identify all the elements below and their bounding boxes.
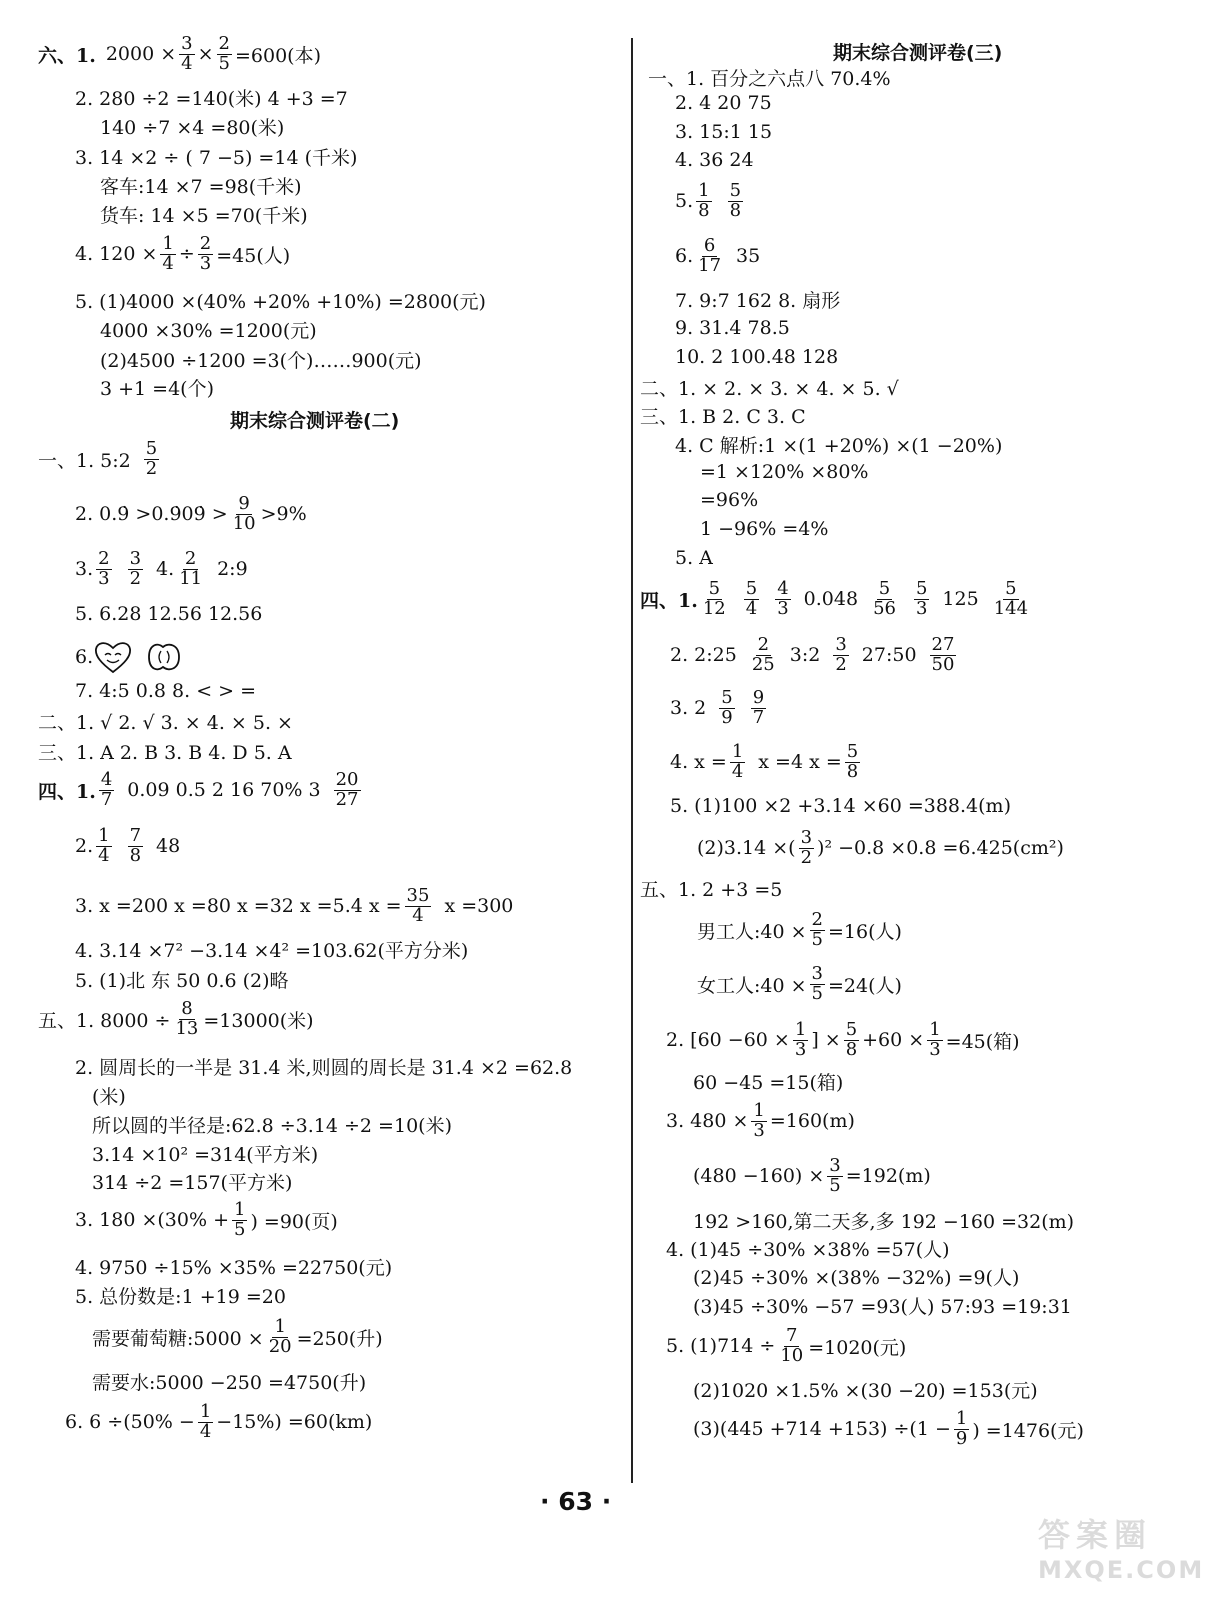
expr: ÷: [178, 243, 195, 265]
answer-line: 5. 总份数是:1 +19 =20: [75, 1285, 286, 1308]
expr: 3. 480 ×: [666, 1110, 749, 1132]
answer-line: [675, 179, 746, 221]
answer-line: 3. 14 ×2 ÷ ( 7 −5) =14 (千米): [75, 146, 358, 169]
expr: 35: [736, 245, 761, 267]
fraction: [927, 1018, 942, 1060]
fraction: [914, 577, 929, 619]
rotated-heart-icon: [143, 639, 183, 675]
expr: x =300: [444, 895, 514, 917]
fraction: [827, 1154, 842, 1196]
denominator: 3: [915, 597, 928, 619]
denominator: 5: [811, 928, 823, 950]
answer-line: [670, 633, 959, 675]
expr: 4. 120 ×: [75, 243, 158, 265]
numerator: 1: [731, 740, 744, 762]
expr: )² −0.8 ×0.8 =6.425(cm²): [817, 837, 1064, 859]
expr: 4.: [156, 558, 175, 580]
answer-line: [697, 826, 1064, 868]
answer-line: [666, 1018, 1020, 1060]
expr: =13000(米): [203, 1009, 314, 1032]
fraction: [198, 232, 213, 274]
expr: 2. [60 −60 ×: [666, 1029, 790, 1051]
numerator: 1: [794, 1018, 807, 1040]
fraction: [730, 740, 745, 782]
fraction: [696, 234, 723, 276]
numerator: 3: [829, 1154, 841, 1176]
answer-line: [75, 1198, 338, 1240]
answer-line: [75, 824, 181, 866]
numerator: 1: [98, 824, 110, 846]
fraction: [99, 768, 114, 810]
expr: 2.: [75, 835, 94, 857]
fraction: [177, 547, 204, 589]
numerator: 9: [752, 686, 765, 708]
answer-line: 一、1. 百分之六点八 70.4%: [648, 67, 891, 90]
fraction: [405, 884, 432, 926]
answer-line: 货车: 14 ×5 =70(千米): [100, 204, 308, 227]
answer-line: 2. 4 20 75: [675, 92, 772, 114]
numerator: 2: [199, 232, 212, 254]
numerator: 3: [835, 633, 847, 655]
smiling-heart-icon: [93, 639, 133, 675]
expr: =45(箱): [945, 1030, 1020, 1053]
denominator: 3: [199, 252, 212, 274]
numerator: 1: [162, 232, 174, 254]
answer-line: (2)1020 ×1.5% ×(30 −20) =153(元): [693, 1379, 1038, 1402]
answer-line: [75, 232, 291, 274]
answer-line: [38, 997, 314, 1039]
numerator: 1: [274, 1315, 286, 1337]
column-divider: [631, 38, 633, 1483]
fraction: [728, 179, 743, 221]
answer-line: 1 −96% =4%: [700, 518, 829, 540]
watermark-bottom-text: MXQE.COM: [1038, 1556, 1205, 1584]
expr: ] ×: [811, 1029, 841, 1051]
fraction: [128, 547, 143, 589]
fraction: [810, 962, 825, 1004]
expr: 0.09 0.5 2 16 70% 3: [127, 779, 321, 801]
fraction: [778, 1324, 805, 1366]
expr: 3:2: [789, 644, 821, 666]
answer-line: 5. A: [675, 547, 713, 569]
expr: =160(m): [769, 1110, 855, 1132]
expr: 2000 ×: [105, 43, 177, 65]
fraction: [217, 32, 232, 74]
fraction: [160, 232, 175, 274]
section-title: 期末综合测评卷(二): [230, 410, 400, 432]
numerator: 1: [929, 1018, 941, 1040]
expr: (2)3.14 ×(: [697, 837, 796, 859]
numerator: 3: [181, 32, 193, 54]
answer-line: [670, 740, 863, 782]
expr: 5. (1)714 ÷: [666, 1335, 776, 1357]
answer-line: 10. 2 100.48 128: [675, 346, 839, 368]
denominator: 3: [794, 1038, 807, 1060]
fraction: [992, 577, 1030, 619]
answer-line: 3.14 ×10² =314(平方米): [92, 1143, 319, 1166]
answer-line: 314 ÷2 =157(平方米): [92, 1171, 293, 1194]
numerator: 1: [955, 1407, 968, 1429]
answer-line: 5. (1)北 东 50 0.6 (2)略: [75, 969, 289, 992]
answer-line: 4. 3.14 ×7² −3.14 ×4² =103.62(平方分米): [75, 939, 469, 962]
page-number: · 63 ·: [540, 1487, 612, 1516]
answer-line: (米): [92, 1085, 126, 1108]
expr: 2. 2:25: [670, 644, 737, 666]
numerator: 5: [845, 1018, 858, 1040]
answer-line: 三、1. A 2. B 3. B 4. D 5. A: [38, 741, 292, 764]
answer-line: [666, 1099, 855, 1141]
left-column: [0, 0, 625, 1500]
expr: 3. 2: [670, 697, 707, 719]
numerator: 8: [181, 997, 193, 1019]
expr: 4. x =: [670, 751, 727, 773]
answer-line: 3 +1 =4(个): [100, 377, 215, 400]
answer-line: [697, 962, 902, 1004]
numerator: 3: [129, 547, 142, 569]
answer-line: 2. 圆周长的一半是 31.4 米,则圆的周长是 31.4 ×2 =62.8: [75, 1056, 573, 1079]
denominator: 4: [731, 760, 744, 782]
denominator: 25: [751, 653, 775, 675]
answer-line: [693, 1407, 1084, 1449]
denominator: 13: [175, 1017, 199, 1039]
fraction: [701, 577, 728, 619]
expr: ×: [197, 43, 214, 65]
denominator: 3: [777, 597, 789, 619]
expr: 四、1.: [640, 589, 698, 612]
answer-line: (3)45 ÷30% −57 =93(人) 57:93 =19:31: [693, 1295, 1072, 1318]
answer-line: 2. 280 ÷2 =140(米) 4 +3 =7: [75, 87, 348, 110]
numerator: 6: [703, 234, 716, 256]
answer-line: 3. 15:1 15: [675, 121, 773, 143]
denominator: 8: [729, 199, 742, 221]
answer-line: [65, 1400, 373, 1442]
fraction: [930, 633, 957, 675]
expr: −15%) =60(km): [216, 1411, 373, 1433]
answer-line: 192 >160,第二天多,多 192 −160 =32(m): [693, 1210, 1075, 1233]
answer-line: 9. 31.4 78.5: [675, 317, 790, 339]
answer-line: 5. (1)100 ×2 +3.14 ×60 =388.4(m): [670, 795, 1011, 817]
answer-line: 5. (1)4000 ×(40% +20% +10%) =2800(元): [75, 290, 486, 313]
expr: =250(升): [296, 1327, 383, 1350]
numerator: 20: [335, 768, 359, 790]
numerator: 7: [129, 824, 142, 846]
denominator: 4: [162, 252, 174, 274]
numerator: 5: [145, 437, 158, 459]
answer-line: =1 ×120% ×80%: [700, 461, 869, 483]
numerator: 5: [729, 179, 742, 201]
fraction: [750, 633, 777, 675]
expr: 五、1. 8000 ÷: [38, 1009, 171, 1032]
expr: ) =1476(元): [972, 1419, 1084, 1442]
numerator: 5: [846, 740, 859, 762]
fraction: [144, 437, 159, 479]
denominator: 5: [234, 1218, 246, 1240]
denominator: 9: [955, 1427, 968, 1449]
answer-line: [697, 908, 902, 950]
fraction: [751, 686, 766, 728]
denominator: 8: [129, 844, 142, 866]
expr: >9%: [260, 503, 307, 525]
answer-line: 4. C 解析:1 ×(1 +20%) ×(1 −20%): [675, 434, 1003, 457]
numerator: 35: [406, 884, 430, 906]
numerator: 2: [757, 633, 770, 655]
section-title: 期末综合测评卷(三): [833, 42, 1003, 64]
denominator: 2: [800, 846, 813, 868]
denominator: 56: [873, 597, 896, 619]
denominator: 27: [335, 788, 359, 810]
numerator: 3: [811, 962, 823, 984]
numerator: 1: [234, 1198, 246, 1220]
numerator: 1: [753, 1099, 765, 1121]
answer-line: [670, 686, 769, 728]
denominator: 3: [98, 567, 110, 589]
numerator: 2: [218, 32, 230, 54]
denominator: 7: [752, 706, 765, 728]
expr: =192(m): [845, 1165, 931, 1187]
denominator: 20: [268, 1335, 292, 1357]
denominator: 17: [698, 254, 722, 276]
answer-line: [75, 492, 307, 534]
denominator: 3: [753, 1119, 765, 1141]
denominator: 2: [145, 457, 158, 479]
answer-line: 7. 9:7 162 8. 扇形: [675, 289, 841, 312]
fraction: [799, 826, 814, 868]
fraction: [810, 908, 825, 950]
numerator: 2: [184, 547, 197, 569]
right-column: [640, 0, 1225, 1500]
section-label: 六、1.: [38, 44, 96, 67]
numerator: 5: [878, 577, 891, 599]
expr: =45(人): [216, 244, 291, 267]
fraction: [198, 1400, 213, 1442]
expr: 125: [942, 588, 979, 610]
answer-line: 客车:14 ×7 =98(千米): [100, 175, 302, 198]
numerator: 5: [915, 577, 928, 599]
denominator: 4: [98, 844, 110, 866]
answer-line: 所以圆的半径是:62.8 ÷3.14 ÷2 =10(米): [92, 1114, 452, 1137]
denominator: 50: [931, 653, 955, 675]
expr: 3. x =200 x =80 x =32 x =5.4 x =: [75, 895, 402, 917]
answer-line: 三、1. B 2. C 3. C: [640, 405, 806, 428]
denominator: 4: [199, 1420, 212, 1442]
denominator: 7: [100, 788, 113, 810]
expr: 3. 180 ×(30% +: [75, 1209, 229, 1231]
denominator: 3: [929, 1038, 941, 1060]
denominator: 8: [846, 760, 859, 782]
fraction: [954, 1407, 969, 1449]
watermark-top-text: 答案圈: [1038, 1516, 1153, 1554]
answer-line: 二、1. × 2. × 3. × 4. × 5. √: [640, 377, 899, 400]
answer-line: 7. 4:5 0.8 8. < > =: [75, 680, 257, 702]
expr: ) =90(页): [250, 1210, 338, 1233]
expr: (3)(445 +714 +153) ÷(1 −: [693, 1418, 951, 1440]
numerator: 5: [1005, 577, 1017, 599]
denominator: 4: [412, 904, 424, 926]
denominator: 12: [702, 597, 726, 619]
answer-line: =96%: [700, 489, 759, 511]
fraction: [128, 824, 143, 866]
expr: 四、1.: [38, 780, 96, 803]
expr: 2:9: [217, 558, 248, 580]
expr: (480 −160) ×: [693, 1165, 825, 1187]
expr: 6.: [675, 245, 694, 267]
answer-line: 4000 ×30% =1200(元): [100, 319, 317, 342]
denominator: 4: [745, 597, 758, 619]
numerator: 7: [786, 1324, 798, 1346]
answer-line: 五、1. 2 +3 =5: [640, 878, 783, 901]
expr: x =4 x =: [758, 751, 842, 773]
fraction: [775, 577, 790, 619]
denominator: 144: [993, 597, 1029, 619]
answer-line: (2)4500 ÷1200 =3(个)……900(元): [100, 349, 422, 372]
answer-line: [92, 1315, 383, 1357]
answer-line: 5. 6.28 12.56 12.56: [75, 603, 263, 625]
watermark-logo: [1038, 1510, 1208, 1592]
expr: 3.: [75, 558, 94, 580]
answer-line: 60 −45 =15(箱): [693, 1071, 844, 1094]
answer-line: 4. 36 24: [675, 149, 754, 171]
numerator: 27: [931, 633, 955, 655]
expr: 女工人:40 ×: [697, 974, 807, 997]
fraction: [267, 1315, 294, 1357]
answer-line: [675, 234, 761, 276]
fraction: [96, 547, 111, 589]
answer-line: [38, 437, 162, 479]
denominator: 5: [811, 982, 823, 1004]
fraction: [744, 577, 759, 619]
expr: =1020(元): [808, 1336, 907, 1359]
answer-line: [38, 32, 322, 74]
expr: =600(本): [235, 44, 322, 67]
denominator: 8: [698, 199, 710, 221]
denominator: 11: [179, 567, 203, 589]
numerator: 1: [199, 1400, 212, 1422]
denominator: 10: [780, 1344, 804, 1366]
numerator: 9: [238, 492, 250, 514]
fraction: [232, 1198, 247, 1240]
numerator: 5: [721, 686, 733, 708]
expr: 6.: [75, 646, 94, 668]
expr: 27:50: [861, 644, 917, 666]
expr: 5.: [675, 190, 694, 212]
denominator: 2: [835, 653, 847, 675]
expr: =24(人): [828, 974, 902, 997]
numerator: 4: [777, 577, 789, 599]
denominator: 4: [181, 52, 193, 74]
answer-line: [38, 768, 364, 810]
expr: 0.048: [803, 588, 859, 610]
answer-line: (2)45 ÷30% ×(38% −32%) =9(人): [693, 1266, 1020, 1289]
answer-line: 4. (1)45 ÷30% ×38% =57(人): [666, 1238, 950, 1261]
fraction: [96, 824, 111, 866]
expr: +60 ×: [862, 1029, 925, 1051]
numerator: 2: [811, 908, 823, 930]
denominator: 5: [829, 1174, 841, 1196]
expr: 48: [156, 835, 181, 857]
fraction: [793, 1018, 808, 1060]
answer-line: [640, 577, 1033, 619]
expr: =16(人): [828, 920, 902, 943]
numerator: 5: [708, 577, 721, 599]
fraction: [696, 179, 711, 221]
expr: 需要葡萄糖:5000 ×: [92, 1327, 264, 1350]
answer-line: 4. 9750 ÷15% ×35% =22750(元): [75, 1256, 393, 1279]
answer-line: 140 ÷7 ×4 =80(米): [100, 116, 285, 139]
fraction: [231, 492, 258, 534]
denominator: 8: [845, 1038, 858, 1060]
fraction: [833, 633, 848, 675]
fraction: [719, 686, 734, 728]
denominator: 9: [721, 706, 733, 728]
fraction: [173, 997, 200, 1039]
answer-line: 需要水:5000 −250 =4750(升): [92, 1371, 367, 1394]
expr: 男工人:40 ×: [697, 920, 807, 943]
denominator: 10: [232, 512, 256, 534]
answer-line: 二、1. √ 2. √ 3. × 4. × 5. ×: [38, 711, 293, 734]
expr: 2. 0.9̇ >0.9̇09̇ >: [75, 503, 228, 525]
fraction: [334, 768, 361, 810]
fraction: [845, 740, 860, 782]
fraction: [871, 577, 898, 619]
expr: 一、1. 5:2: [38, 449, 131, 472]
answer-line: [693, 1154, 931, 1196]
answer-line: [75, 547, 248, 589]
numerator: 5: [745, 577, 758, 599]
denominator: 5: [218, 52, 230, 74]
numerator: 2: [98, 547, 110, 569]
numerator: 4: [100, 768, 113, 790]
numerator: 1: [698, 179, 710, 201]
answer-line: [75, 637, 183, 677]
fraction: [751, 1099, 766, 1141]
fraction: [179, 32, 194, 74]
numerator: 3: [800, 826, 813, 848]
denominator: 2: [129, 567, 142, 589]
answer-line: [666, 1324, 907, 1366]
answer-line: [75, 884, 514, 926]
expr: 6. 6 ÷(50% −: [65, 1411, 195, 1433]
fraction: [844, 1018, 859, 1060]
